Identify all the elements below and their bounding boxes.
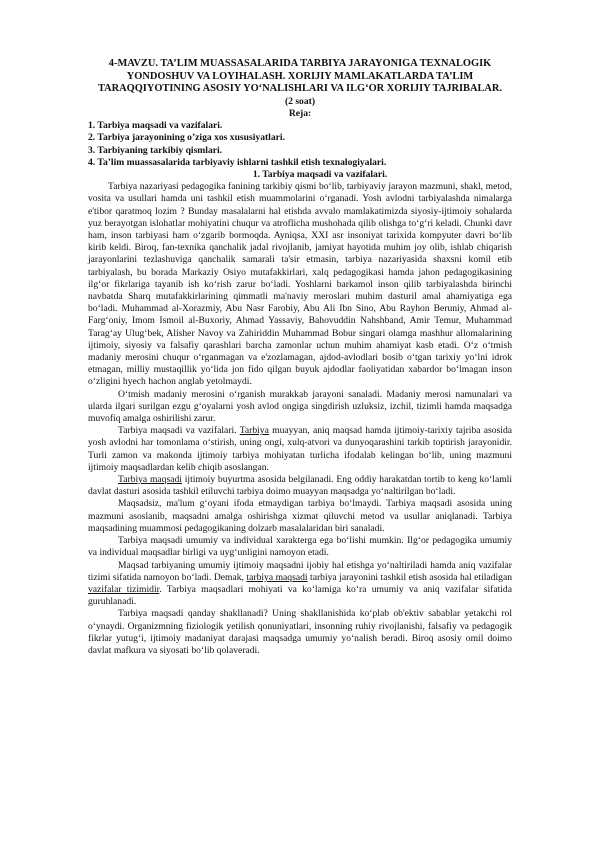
paragraph-text: muayyan, aniq maqsad hamda ijtimoiy-tarixiy tajriba asosida yosh avlodni har tomonlama o‘stirish, uning ongi, xulq-atvori va dunyoqarashini tarkib toptirish jarayonidir. Turli zamon va makonda ijtimoiy tarbiya mohiyatan turlicha ifodalab kelingan bo‘lib, uning mazmuni ijtimoiy maqsadlardan kelib chiqib asoslangan. (88, 425, 513, 473)
document-page (88, 58, 512, 657)
underlined-term: Tarbiya (239, 425, 269, 437)
paragraph: Tarbiya nazariyasi pedagogika fanining tarkibiy qismi bo‘lib, tarbiyaviy jarayon mazmuni, shakl, metod, vosita va usullari hamda uni tashkil etish muammolarini o‘rganadi. Yosh avlodni tarbiyalashda nimalarga e'tibor qaratmoq lozim ? Bunday masalalarni hal etishda avvalo mamlakatimizda siyosiy-ijtimoiy sohalarda yuz berayotgan islohatlar mohiyatini chuqur va atroflicha mushohada qilib olishga to‘g‘ri keladi. Chunki davr ham, inson tarbiyasi ham o‘zgarib bormoqda. Ayniqsa, XXI asr insoniyat tarixida kompyuter davri bo‘lib kirib keldi. Biroq, fan-texnika qanchalik jadal rivojlanib, jamiyat hayotida muhim joy olib, ishlab chiqarish jarayonlarini tezlashuviga qanchalik samarali ta'sir etmasin, tarbiya nazariyasida shaxsni komil etib tarbiyalash, bu borada Markaziy Osiyo mutafakkirlari, xalq pedagogikasi hamda jahon pedagogikasining ilg‘or fikrlariga tayanib ish ko‘rish zarur bo‘ladi. Yoshlarni barkamol inson qilib tarbiyalashda birinchi navbatda Sharq mutafakkirlarining qimmatli ma'naviy meroslari muhim dasturil amal ahamiyatiga ega bo‘ladi. Muhammad al-Xorazmiy, Abu Nasr Farobiy, Abu Ali Ibn Sino, Abu Rayhon Beruniy, Ahmad al-Farg‘oniy, Imom Ismoil al-Buxoriy, Ahmad Yassaviy, Bahovuddin Nahshband, Amir Temur, Muhammad Tarag‘ay Ulug‘bek, Alisher Navoy va Zahiriddin Muhammad Bobur singari olamga mashhur allomalarining ijtimoiy, siyosiy va falsafiy qarashlari barcha zamonlar uchun muhim ahamiyat kasb etadi. O‘z o‘tmish madaniy merosini chuqur o‘rganmagan va e'zozlamagan, ajdod-avlodlari bosib o‘tgan tarixiy yo‘lni idrok etmagan, milliy mustaqillik yo‘lida jon fido qilgan buyuk ajdodlar faoliyatidan xabardor bo‘lmagan inson o‘zligini hyech hachon anglab yetolmaydi. (88, 181, 512, 388)
paragraph: Maqsadsiz, ma'lum g‘oyani ifoda etmaydigan tarbiya bo‘lmaydi. Tarbiya maqsadi asosida uning mazmuni asoslanib, maqsadni amalga oshirishga xizmat qiluvchi metod va usullar aniqlanadi. Tarbiya maqsadining muammosi pedagogikaning dolzarb masalalaridan biri sanaladi. (88, 498, 512, 534)
plan-item: 3. Tarbiyaning tarkibiy qismlari. (88, 144, 223, 156)
paragraph (88, 425, 512, 474)
plan-item: 2. Tarbiya jarayonining o’ziga xos xususiyatlari. (88, 132, 285, 144)
paragraph-text: tarbiya jarayonini tashkil etish asosida hal etiladigan (307, 571, 513, 583)
plan-list (88, 120, 512, 169)
section-heading: 1. Tarbiya maqsadi va vazifalari. (252, 169, 388, 180)
paragraph: Tarbiya maqsadi umumiy va individual xarakterga ega bo‘lishi mumkin. Ilg‘or pedagogika umumiy va individual maqsadlar birligi va uyg‘unligini namoyon etadi. (88, 535, 512, 559)
underlined-term: vazifalar tizimidir (88, 583, 160, 595)
paragraph-text: . Tarbiya maqsadlari mohiyati va ko‘lamiga ko‘ra umumiy va aniq vazifalar sifatida guruhlanadi. (88, 583, 512, 608)
paragraph-text: Tarbiya maqsadi va vazifalari. (118, 425, 237, 437)
plan-heading: Reja: (288, 107, 312, 119)
paragraph-text: ijtimoiy buyurtma asosida belgilanadi. Eng oddiy harakatdan tortib to keng ko‘lamli davlat dasturi asosida tashkil etiluvchi tarbiya doimo muayyan maqsadga yo‘naltirilgan bo‘ladi. (88, 474, 512, 498)
document-title: 4-MAVZU. TA’LIM MUASSASALARIDA TARBIYA JARAYONIGA TEXNALOGIK YONDOSHUV VA LOYIHALASH. XORIJIY MAMLAKATLARDA TA’LIM TARAQQIYOTINING ASOSIY YO‘NALISHLARI VA ILG‘OR XORIJIY TAJRIBALAR. (97, 58, 503, 95)
paragraph: O‘tmish madaniy merosini o‘rganish murakkab jarayoni sanaladi. Madaniy merosi namunalari va ularda ilgari surilgan ezgu g‘oyalarni yosh avlod ongiga singdirish uzluksiz, izchil, tizimli hamda maqsadga muvofiq amalga oshirilishi zarur. (88, 388, 512, 425)
paragraph-text: Maqsad tarbiyaning umumiy ijtimoiy maqsadni ijobiy hal etishga yo‘naltiriladi hamda aniq vazifalar tizimi sifatida namoyon bo‘ladi. Demak, (88, 559, 512, 583)
paragraph (88, 474, 512, 498)
plan-item: 4. Ta’lim muassasalarida tarbiyaviy ishlarni tashkil etish texnalogiyalari. (88, 156, 387, 168)
paragraph (88, 560, 512, 609)
underlined-term: tarbiya maqsadi (246, 571, 308, 583)
hours-label: (2 soat) (284, 95, 316, 107)
plan-item: 1. Tarbiya maqsadi va vazifalari. (88, 120, 223, 132)
paragraph: Tarbiya maqsadi qanday shakllanadi? Uning shakllanishida ko‘plab ob'ektiv sabablar yetakchi rol o‘ynaydi. Organizmning fiziologik yetilish qonuniyatlari, insonning ruhiy rivojlanishi, falsafiy va pedagogik fikrlar yutug‘i, ijtimoiy madaniyat darajasi maqsadga umumiy yo‘nalish beradi. Biroq asosiy omil doimo davlat mafkura va siyosati bo‘lib qolaveradi. (88, 608, 512, 656)
underlined-term: Tarbiya maqsadi (118, 474, 182, 486)
